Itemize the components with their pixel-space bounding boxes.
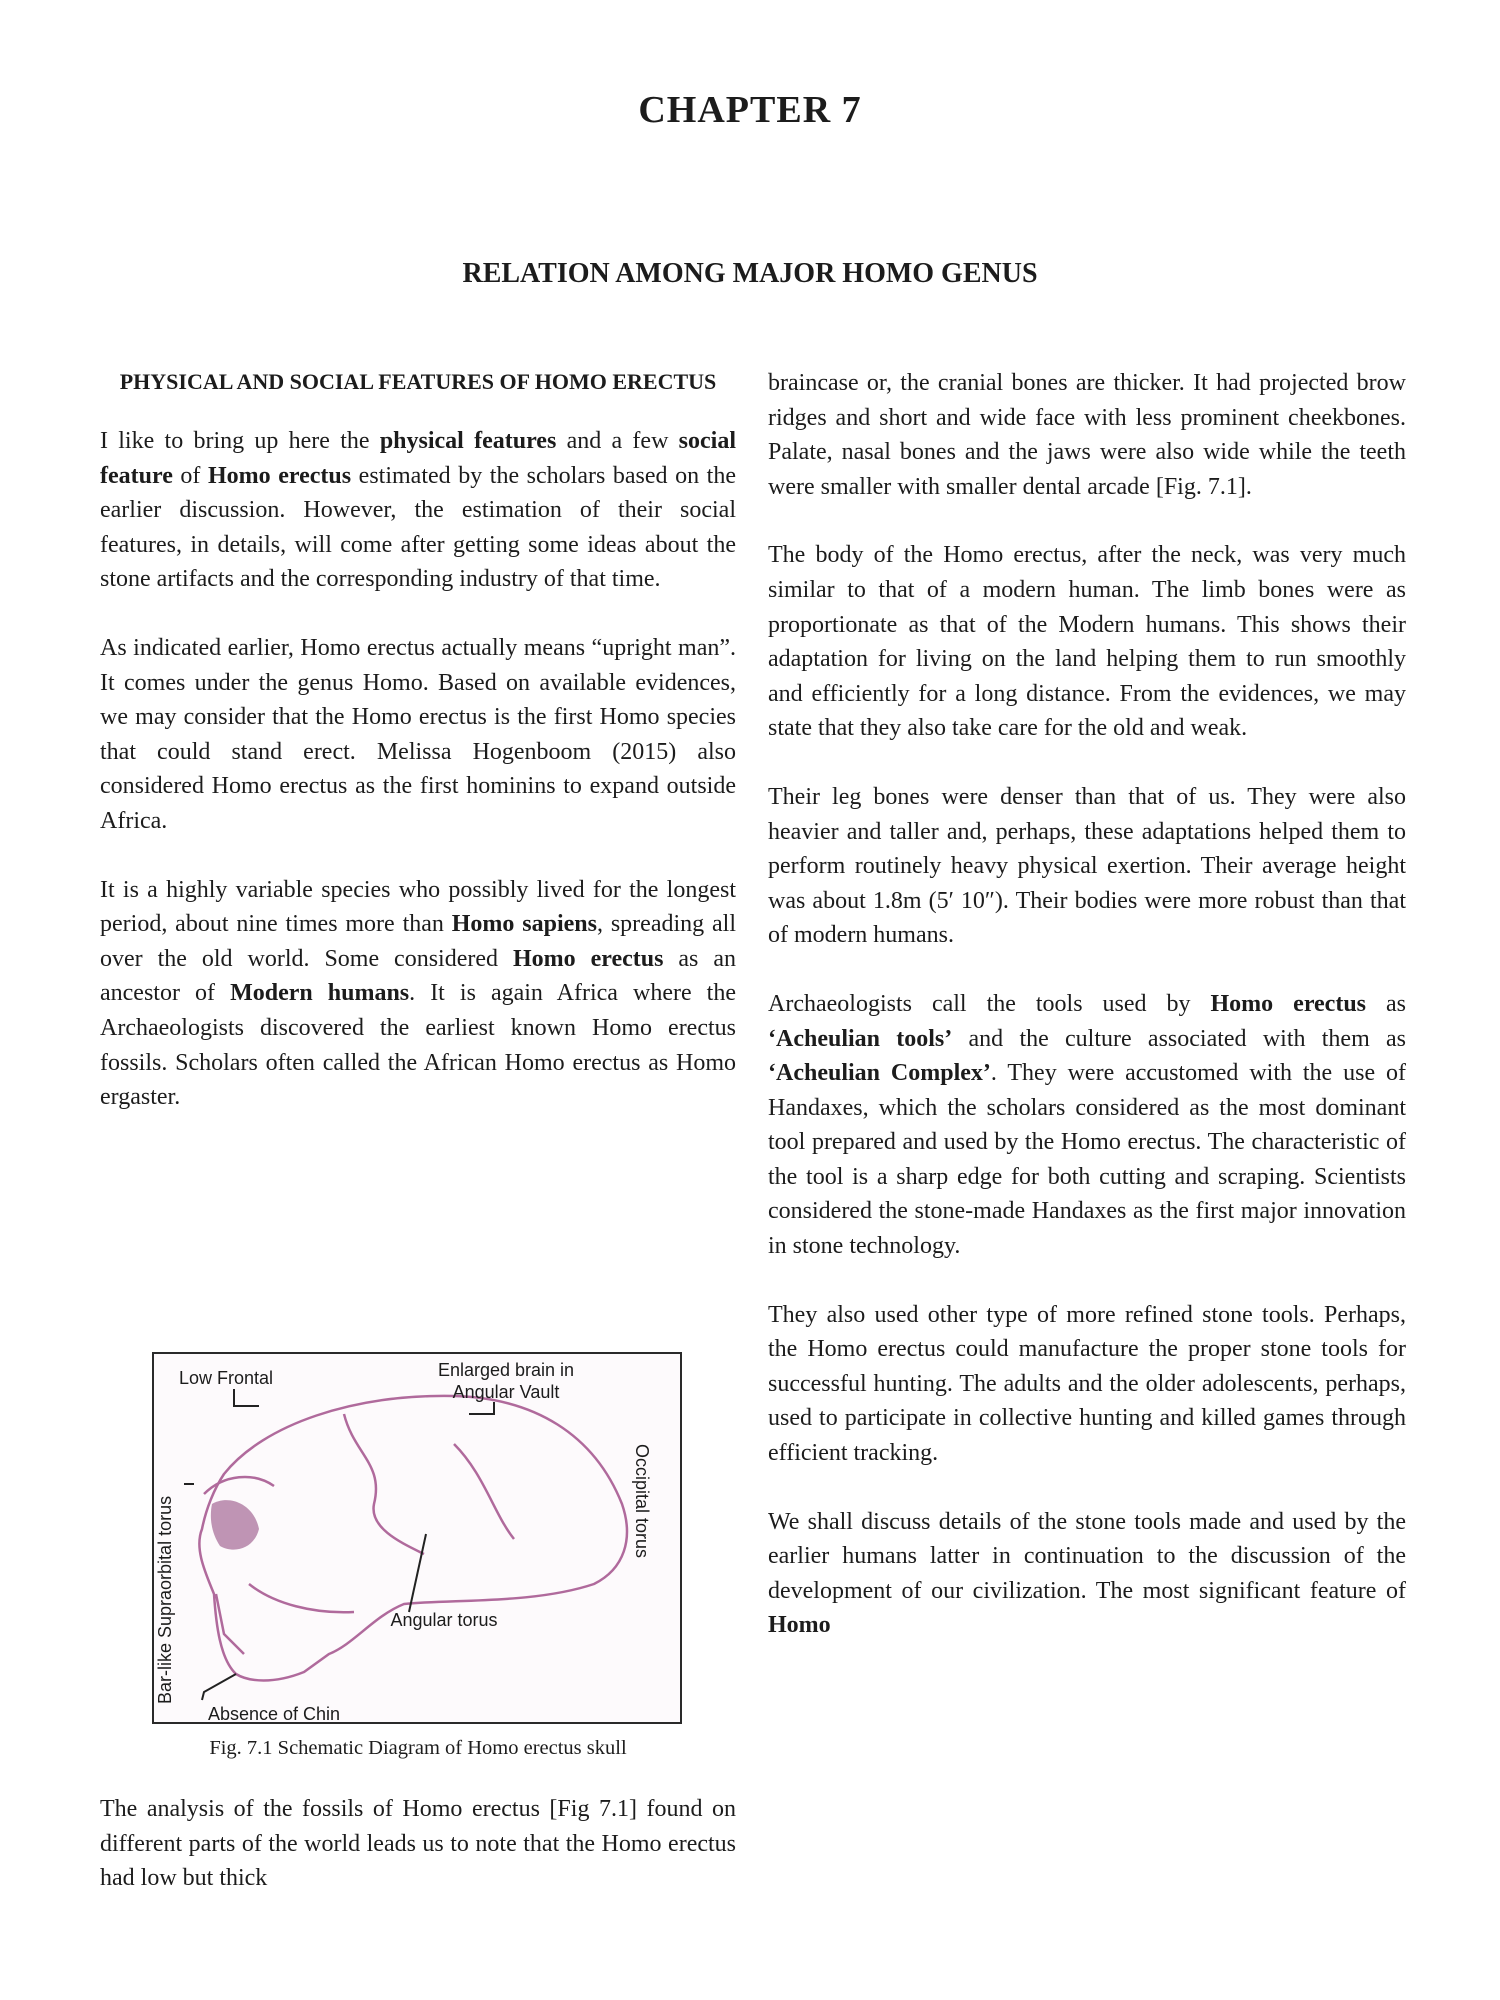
jaw-line [249, 1584, 354, 1612]
paragraph: Their leg bones were denser than that of us. They were also heavier and taller and, perhaps, these adaptations helped them to perform routinely heavy physical exertion. Their average height was about 1.8m (5′ 10″). Their bodies were more robust than that of modern humans. [768, 783, 1406, 949]
section-heading: PHYSICAL AND SOCIAL FEATURES OF HOMO ERECTUS [119, 369, 717, 394]
skull-outline [199, 1396, 627, 1681]
cranial-suture [344, 1414, 424, 1554]
left-column-bottom [100, 1792, 736, 1896]
paragraph: They also used other type of more refined stone tools. Perhaps, the Homo erectus could manufacture the proper stone tools for successful hunting. The adults and the older adolescents, perhaps, used to participate in collective hunting and killed games through efficient tracking. [768, 1301, 1406, 1467]
skull-diagram [152, 1352, 682, 1724]
label-angular-torus: Angular torus [390, 1610, 498, 1630]
paragraph: The body of the Homo erectus, after the neck, was very much similar to that of a modern human. The limb bones were as proportionate as that of the Modern humans. This shows their adaptation for living on the land helping them to run smoothly and efficiently for a long distance. From the evidences, we may state that they also take care for the old and weak. [768, 542, 1406, 742]
leader-enlarged-brain [469, 1402, 494, 1414]
label-supraorbital: Bar-like Supraorbital torus [155, 1495, 175, 1704]
paragraph: Archaeologists call the tools used by Homo erectus as ‘Acheulian tools’ and the culture associated with them as ‘Acheulian Complex’. They were accustomed with the use of Handaxes, which the scholars considered as the most dominant tool prepared and used by the Homo erectus. The characteristic of the tool is a sharp edge for both cutting and scraping. Scientists considered the stone-made Handaxes as the first major innovation in stone technology. [768, 990, 1407, 1260]
paragraph: We shall discuss details of the stone tools made and used by the earlier humans latter in continuation to the discussion of the development of our civilization. The most significant feature of Homo [768, 1508, 1406, 1639]
eye-orbit [211, 1500, 259, 1549]
leader-angular-torus [409, 1534, 426, 1612]
paragraph: It is a highly variable species who possibly lived for the longest period, about nine times more than Homo sapiens, spreading all over the old world. Some considered Homo erectus as an ancestor of Modern humans. It is again Africa where the Archaeologists discovered the earliest known Homo erectus fossils. Scholars often called the African Homo erectus as Homo ergaster. [100, 876, 736, 1111]
label-enlarged-brain-1: Enlarged brain in [437, 1360, 575, 1380]
paragraph: I like to bring up here the physical features and a few social feature of Homo erectus estimated by the scholars based on the earlier discussion. However, the estimation of their social features, in details, will come after getting some ideas about the stone artifacts and the corresponding industry of that time. [100, 428, 736, 593]
leader-low-frontal [234, 1389, 259, 1406]
label-low-frontal: Low Frontal [179, 1368, 274, 1388]
label-enlarged-brain-2: Angular Vault [452, 1382, 560, 1402]
chapter-title: RELATION AMONG MAJOR HOMO GENUS [462, 258, 1038, 289]
figure [100, 1352, 736, 1762]
paragraph: The analysis of the fossils of Homo erectus [Fig 7.1] found on different parts of the world leads us to note that the Homo erectus had low but thick [100, 1796, 736, 1892]
paragraph: As indicated earlier, Homo erectus actually means “upright man”. It comes under the genus Homo. Based on available evidences, we may consider that the Homo erectus is the first Homo species that could stand erect. Melissa Hogenboom (2015) also considered Homo erectus as the first hominins to expand outside Africa. [100, 634, 736, 834]
leader-chin [202, 1674, 236, 1700]
right-column [768, 366, 1406, 1643]
paragraph: braincase or, the cranial bones are thicker. It had projected brow ridges and short and wide face with less prominent cheekbones. Palate, nasal bones and the jaws were also wide while the teeth were smaller with smaller dental arcade [Fig. 7.1]. [768, 370, 1406, 500]
cranial-suture-2 [454, 1444, 514, 1539]
left-column [100, 366, 736, 1115]
figure-caption: Fig. 7.1 Schematic Diagram of Homo erectus skull [209, 1737, 627, 1759]
label-absence-of-chin: Absence of Chin [207, 1704, 341, 1722]
label-occipital: Occipital torus [632, 1444, 652, 1559]
chapter-heading: CHAPTER 7 [638, 89, 862, 131]
